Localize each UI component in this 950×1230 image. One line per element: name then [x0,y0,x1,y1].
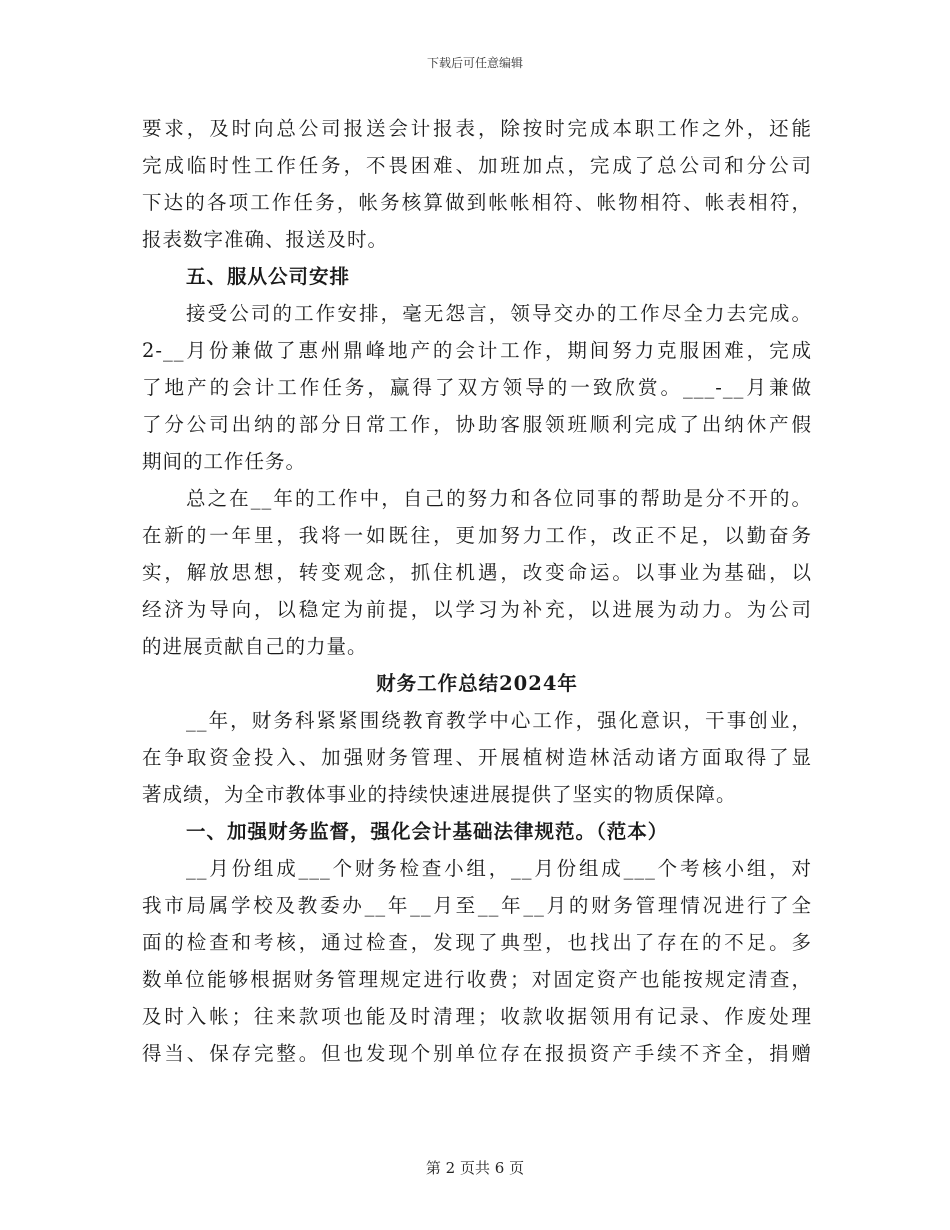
body-line: 在新的一年里，我将一如既往，更加努力工作，改正不足，以勤奋务 [142,524,812,547]
body-line: __月份组成___个财务检查小组，__月份组成___个考核小组，对 [186,857,812,880]
document-body [142,110,812,1072]
body-line: __年，财务科紧紧围绕教育教学中心工作，强化意识，干事创业， [186,709,812,732]
body-line: 完成临时性工作任务，不畏困难、加班加点，完成了总公司和分公司 [142,154,812,177]
body-line: 下达的各项工作任务，帐务核算做到帐帐相符、帐物相符、帐表相符， [142,191,812,214]
body-line: 了分公司出纳的部分日常工作，协助客服领班顺利完成了出纳休产假 [142,413,812,436]
page-number: 第 2 页共 6 页 [425,1159,525,1177]
body-line: 得当、保存完整。但也发现个别单位存在报损资产手续不齐全，捐赠 [142,1042,812,1065]
section-heading: 一、加强财务监督，强化会计基础法律规范。（范本） [186,820,669,843]
body-line: 在争取资金投入、加强财务管理、开展植树造林活动诸方面取得了显 [142,746,812,769]
body-line: 总之在__年的工作中，自己的努力和各位同事的帮助是分不开的。 [186,487,812,510]
body-line: 要求，及时向总公司报送会计报表，除按时完成本职工作之外，还能 [142,117,812,140]
page-header-note: 下载后可任意编辑 [426,56,523,70]
body-line: 数单位能够根据财务管理规定进行收费；对固定资产也能按规定清查， [142,968,812,991]
section-heading: 五、服从公司安排 [186,265,351,288]
body-line: 的进展贡献自己的力量。 [142,635,368,658]
body-line: 经济为导向，以稳定为前提，以学习为补充，以进展为动力。为公司 [142,598,812,621]
body-line: 2-__月份兼做了惠州鼎峰地产的会计工作，期间努力克服困难，完成 [142,339,812,362]
body-line: 著成绩，为全市教体事业的持续快速进展提供了坚实的物质保障。 [142,783,737,806]
body-line: 了地产的会计工作任务，赢得了双方领导的一致欣赏。___-__月兼做 [142,376,812,399]
document-title: 财务工作总结2024年 [376,672,578,695]
body-line: 报表数字准确、报送及时。 [142,228,389,251]
body-line: 接受公司的工作安排，毫无怨言，领导交办的工作尽全力去完成。 [186,302,812,325]
body-line: 及时入帐；往来款项也能及时清理；收款收据领用有记录、作废处理 [142,1005,812,1028]
body-line: 实，解放思想，转变观念，抓住机遇，改变命运。以事业为基础，以 [142,561,812,584]
body-line: 我市局属学校及教委办__年__月至__年__月的财务管理情况进行了全 [142,894,812,917]
body-line: 面的检查和考核，通过检查，发现了典型，也找出了存在的不足。多 [142,931,812,954]
body-line: 期间的工作任务。 [142,450,307,473]
